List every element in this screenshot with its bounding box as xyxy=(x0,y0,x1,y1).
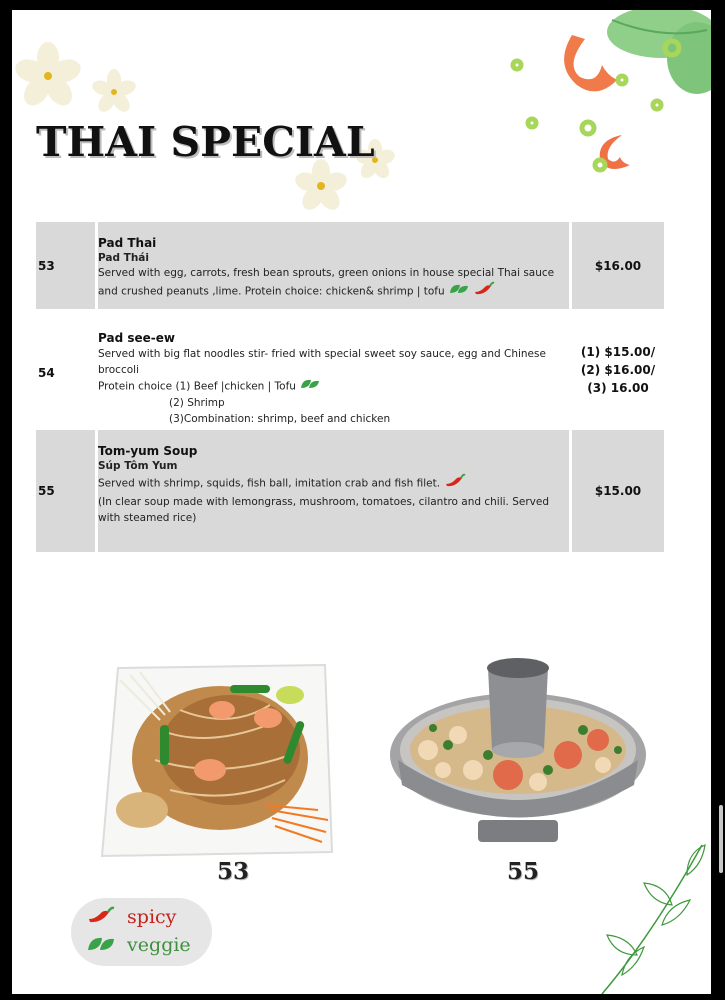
protein-option: (3)Combination: shrimp, beef and chicken xyxy=(169,413,391,425)
spicy-icon xyxy=(87,905,115,930)
flower-decoration xyxy=(12,30,152,130)
item-price: (1) $15.00/ (2) $16.00/ (3) 16.00 xyxy=(580,345,656,395)
spicy-icon xyxy=(473,281,495,302)
item-details xyxy=(98,430,569,552)
spicy-icon xyxy=(444,473,466,494)
item-description: Served with shrimp, squids, fish ball, imitation crab and fish filet. xyxy=(98,473,565,494)
item-number: 53 xyxy=(36,222,95,309)
protein-choice: Protein choice (1) Beef |chicken | Tofu xyxy=(98,378,565,395)
item-name: Tom-yum Soup xyxy=(98,444,198,458)
menu-page xyxy=(12,10,711,994)
item-number: 55 xyxy=(36,430,95,552)
legend-veggie: veggie xyxy=(87,934,191,958)
menu-row xyxy=(36,222,664,309)
item-details xyxy=(98,323,569,423)
page-title: THAI SPECIAL xyxy=(36,118,375,166)
item-description: (In clear soup made with lemongrass, mushroom, tomatoes, cilantro and chili. Served with steamed rice) xyxy=(98,496,550,524)
photo-caption: 55 xyxy=(507,858,540,885)
item-subname: Súp Tôm Yum xyxy=(98,460,178,472)
legend-spicy: spicy xyxy=(87,905,176,930)
item-name: Pad Thai xyxy=(98,236,157,250)
item-description: Served with egg, carrots, fresh bean sprouts, green onions in house special Thai sauce and crushed peanuts ,lime. Protein choice: chicken& shrimp | tofu xyxy=(98,265,565,302)
menu-row xyxy=(36,430,664,552)
protein-option: (2) Shrimp xyxy=(169,397,225,409)
photo-caption: 53 xyxy=(217,858,250,885)
item-description: Served with big flat noodles stir- fried with special sweet soy sauce, egg and Chinese broccoli xyxy=(98,348,546,376)
shrimp-herb-decoration xyxy=(492,10,711,190)
legend xyxy=(71,898,212,966)
menu-row xyxy=(36,323,664,423)
tom-yum-photo xyxy=(388,650,648,850)
item-name: Pad see-ew xyxy=(98,331,175,345)
vine-decoration xyxy=(592,835,711,994)
veggie-icon xyxy=(87,935,115,958)
scrollbar[interactable] xyxy=(719,805,723,873)
item-details xyxy=(98,222,569,309)
item-number: 54 xyxy=(38,366,55,380)
item-price: $15.00 xyxy=(572,430,664,552)
pad-thai-photo xyxy=(100,660,334,860)
veggie-icon xyxy=(300,378,320,395)
item-subname: Pad Thái xyxy=(98,252,149,264)
item-price: $16.00 xyxy=(572,222,664,309)
veggie-icon xyxy=(449,283,469,300)
